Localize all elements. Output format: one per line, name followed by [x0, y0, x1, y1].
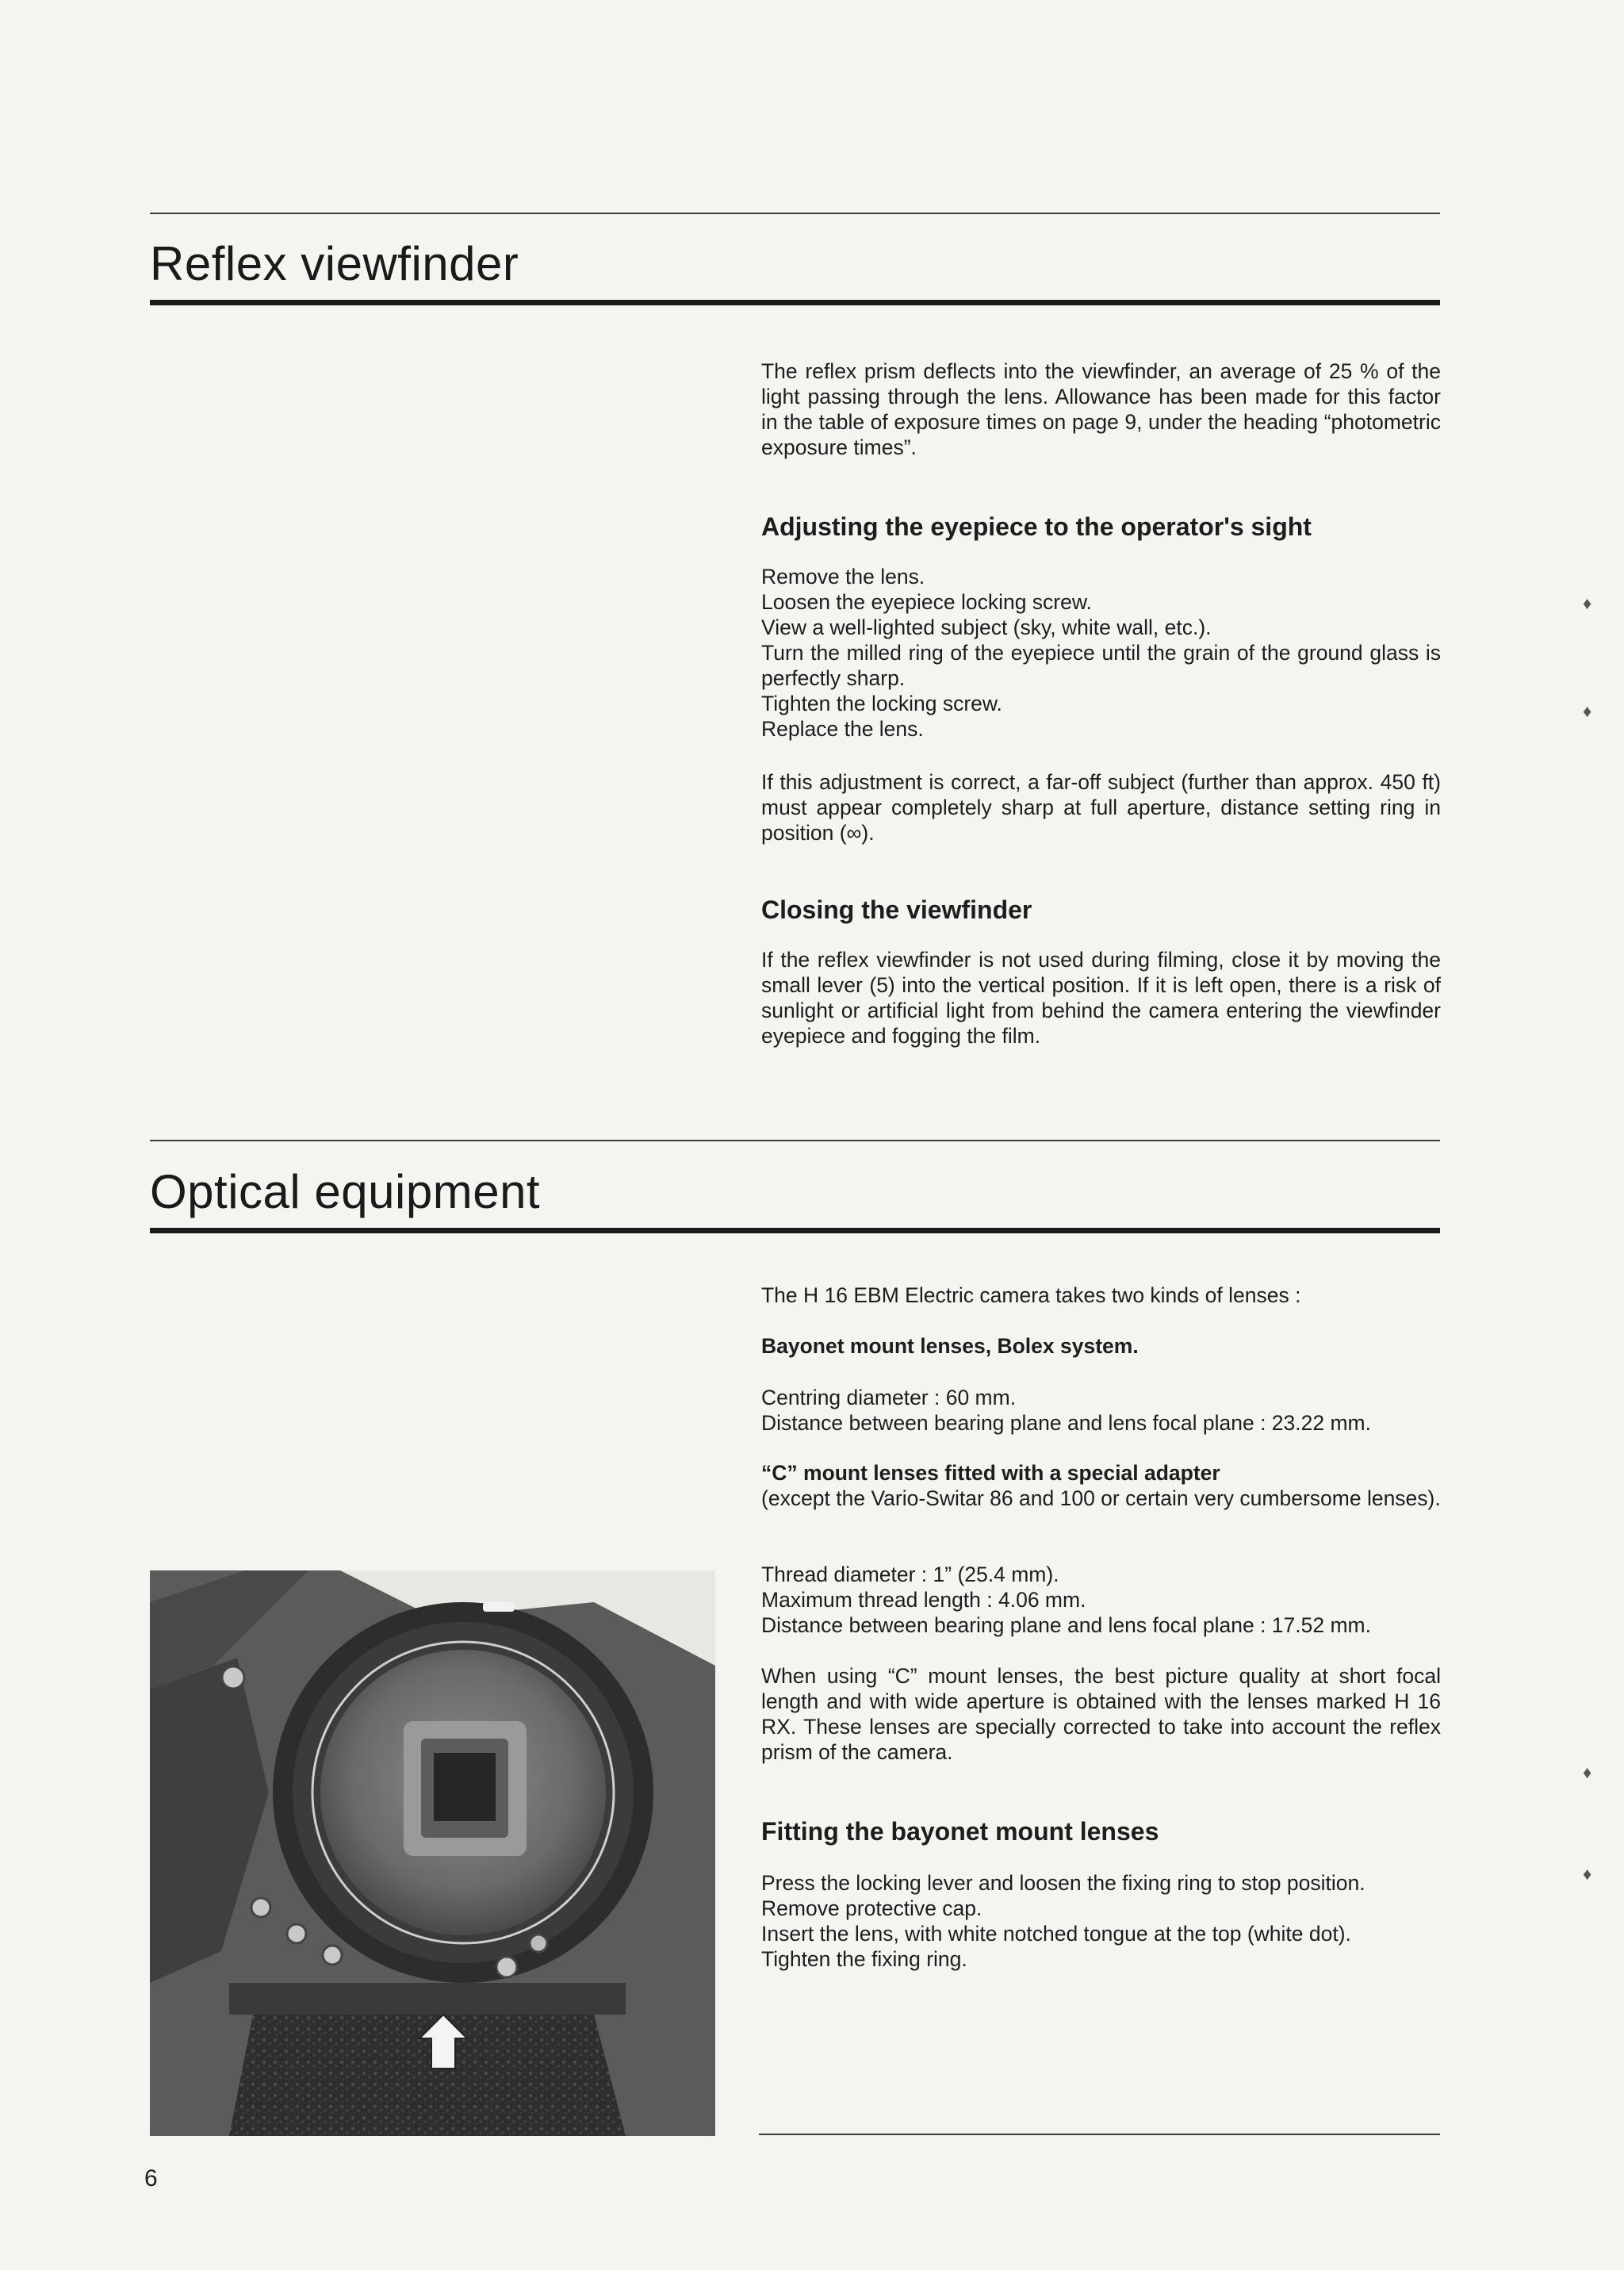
page-number: 6: [144, 2165, 158, 2191]
title-underline: [150, 300, 1440, 305]
spec-line: Thread diameter : 1” (25.4 mm).: [761, 1563, 1059, 1586]
reflex-intro-paragraph: The reflex prism deflects into the viewfinder, an average of 25 % of the light passing through the lens. Allowance has been made for this factor in the table of exposure times on page 9, under the heading “photometric exposure times”.: [761, 359, 1441, 459]
eyepiece-steps: [761, 564, 1441, 742]
bayonet-heading-block: [761, 1333, 1441, 1359]
margin-mark: ♦: [1583, 701, 1592, 721]
step-line: View a well-lighted subject (sky, white wall, etc.).: [761, 615, 1212, 639]
c-mount-note: (except the Vario-Switar 86 and 100 or certain very cumbersome lenses).: [761, 1486, 1441, 1510]
optical-intro: The H 16 EBM Electric camera takes two kinds of lenses :: [761, 1283, 1301, 1307]
c-mount-quality: When using “C” mount lenses, the best picture quality at short focal length and with wide aperture is obtained with the lenses marked H 16 RX. These lenses are specially corrected to take into account the reflex prism of the camera.: [761, 1664, 1441, 1764]
margin-mark: ♦: [1583, 593, 1592, 613]
spec-line: Distance between bearing plane and lens focal plane : 17.52 mm.: [761, 1613, 1371, 1637]
closing-text-block: [761, 947, 1441, 1049]
reflex-intro-block: [761, 359, 1441, 460]
step-line: Turn the milled ring of the eyepiece until the grain of the ground glass is perfectly sharp.: [761, 641, 1441, 690]
fitting-steps: [761, 1870, 1441, 1972]
fitting-heading: Fitting the bayonet mount lenses: [761, 1817, 1159, 1846]
step-line: Replace the lens.: [761, 717, 924, 741]
c-mount-block: [761, 1460, 1441, 1511]
section-title-optical-equipment: Optical equipment: [150, 1165, 541, 1218]
c-mount-quality-block: [761, 1663, 1441, 1765]
bayonet-heading: Bayonet mount lenses, Bolex system.: [761, 1334, 1139, 1358]
spec-line: Distance between bearing plane and lens focal plane : 23.22 mm.: [761, 1411, 1371, 1435]
step-line: Loosen the eyepiece locking screw.: [761, 590, 1092, 614]
eyepiece-heading: Adjusting the eyepiece to the operator's sight: [761, 512, 1312, 541]
margin-mark: ♦: [1583, 1864, 1592, 1884]
bayonet-specs: [761, 1385, 1441, 1436]
c-mount-heading: “C” mount lenses fitted with a special adapter: [761, 1461, 1220, 1485]
section-divider-rule: [150, 1140, 1440, 1141]
title-underline: [150, 1228, 1440, 1233]
step-line: Remove the lens.: [761, 565, 925, 589]
step-line: Tighten the locking screw.: [761, 692, 1002, 715]
fitting-step: Insert the lens, with white notched tongue at the top (white dot).: [761, 1922, 1351, 1946]
closing-heading: Closing the viewfinder: [761, 895, 1032, 924]
adjustment-note: If this adjustment is correct, a far-off subject (further than approx. 450 ft) must appear completely sharp at full aperture, distance setting ring in position (∞).: [761, 770, 1441, 845]
bottom-rule: [759, 2134, 1440, 2135]
c-mount-specs: [761, 1562, 1441, 1638]
margin-mark: ♦: [1583, 1762, 1592, 1782]
fitting-step: Tighten the fixing ring.: [761, 1947, 967, 1971]
fitting-heading-block: [761, 1816, 1441, 1846]
eyepiece-block: [761, 512, 1441, 542]
spec-line: Maximum thread length : 4.06 mm.: [761, 1588, 1086, 1612]
fitting-step: Press the locking lever and loosen the fixing ring to stop position.: [761, 1871, 1365, 1895]
optical-intro-block: [761, 1283, 1441, 1308]
top-rule: [150, 213, 1440, 214]
adjustment-note-block: [761, 769, 1441, 845]
spec-line: Centring diameter : 60 mm.: [761, 1386, 1017, 1409]
section-title-reflex-viewfinder: Reflex viewfinder: [150, 237, 519, 290]
closing-paragraph: If the reflex viewfinder is not used during filming, close it by moving the small lever (5) into the vertical position. If it is left open, there is a risk of sunlight or artificial light from behind the camera entering the viewfinder eyepiece and fogging the film.: [761, 948, 1441, 1048]
closing-block: [761, 895, 1441, 925]
fitting-step: Remove protective cap.: [761, 1896, 982, 1920]
camera-lens-mount-photo: [150, 1570, 715, 2136]
